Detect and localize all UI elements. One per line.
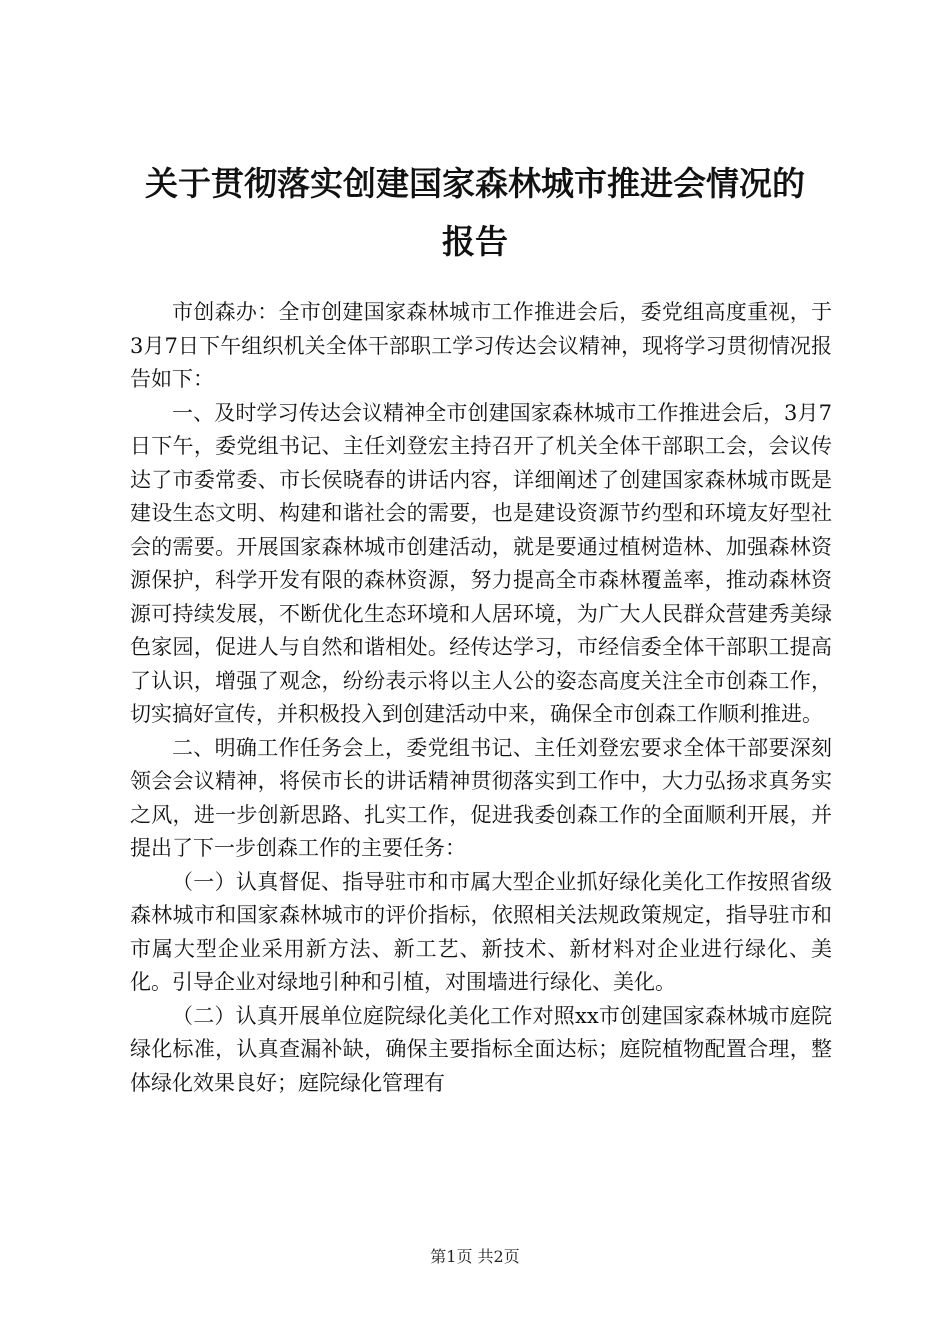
paragraph-task-2: （二）认真开展单位庭院绿化美化工作对照xx市创建国家森林城市庭院绿化标准，认真查漏补缺，确保主要指标全面达标；庭院植物配置合理，整体绿化效果良好；庭院绿化管理有 [130,1003,832,1095]
paragraph-section-1: 一、及时学习传达会议精神全市创建国家森林城市工作推进会后，3月7日下午，委党组书记、主任刘登宏主持召开了机关全体干部职工会，会议传达了市委常委、市长侯晓春的讲话内容，详细阐述了创建国家森林城市既是建设生态文明、构建和谐社会的需要，也是建设资源节约型和环境友好型社会的需要。开展国家森林城市创建活动，就是要通过植树造林、加强森林资源保护，科学开发有限的森林资源，努力提高全市森林覆盖率，推动森林资源可持续发展，不断优化生态环境和人居环境，为广大人民群众营建秀美绿色家园，促进人与自然和谐相处。经传达学习，市经信委全体干部职工提高了认识，增强了观念，纷纷表示将以主人公的姿态高度关注全市创森工作，切实搞好宣传，并积极投入到创建活动中来，确保全市创森工作顺利推进。 [130,400,832,726]
paragraph-task-1: （一）认真督促、指导驻市和市属大型企业抓好绿化美化工作按照省级森林城市和国家森林城市的评价指标，依照相关法规政策规定，指导驻市和市属大型企业采用新方法、新工艺、新技术、新材料对企业进行绿化、美化。引导企业对绿地引种和引植，对围墙进行绿化、美化。 [130,869,832,994]
document-title-line-1: 关于贯彻落实创建国家森林城市推进会情况的 [145,164,805,203]
paragraph-section-2: 二、明确工作任务会上，委党组书记、主任刘登宏要求全体干部要深刻领会会议精神，将侯市长的讲话精神贯彻落实到工作中，大力弘扬求真务实之风，进一步创新思路、扎实工作，促进我委创森工作的全面顺利开展，并提出了下一步创森工作的主要任务： [130,735,832,860]
document-title-line-2: 报告 [442,222,508,261]
document-body [130,296,832,1100]
page-number-footer: 第1页 共2页 [430,1247,520,1266]
paragraph-salutation: 市创森办：全市创建国家森林城市工作推进会后，委党组高度重视，于3月7日下午组织机关全体干部职工学习传达会议精神，现将学习贯彻情况报告如下： [130,300,832,391]
